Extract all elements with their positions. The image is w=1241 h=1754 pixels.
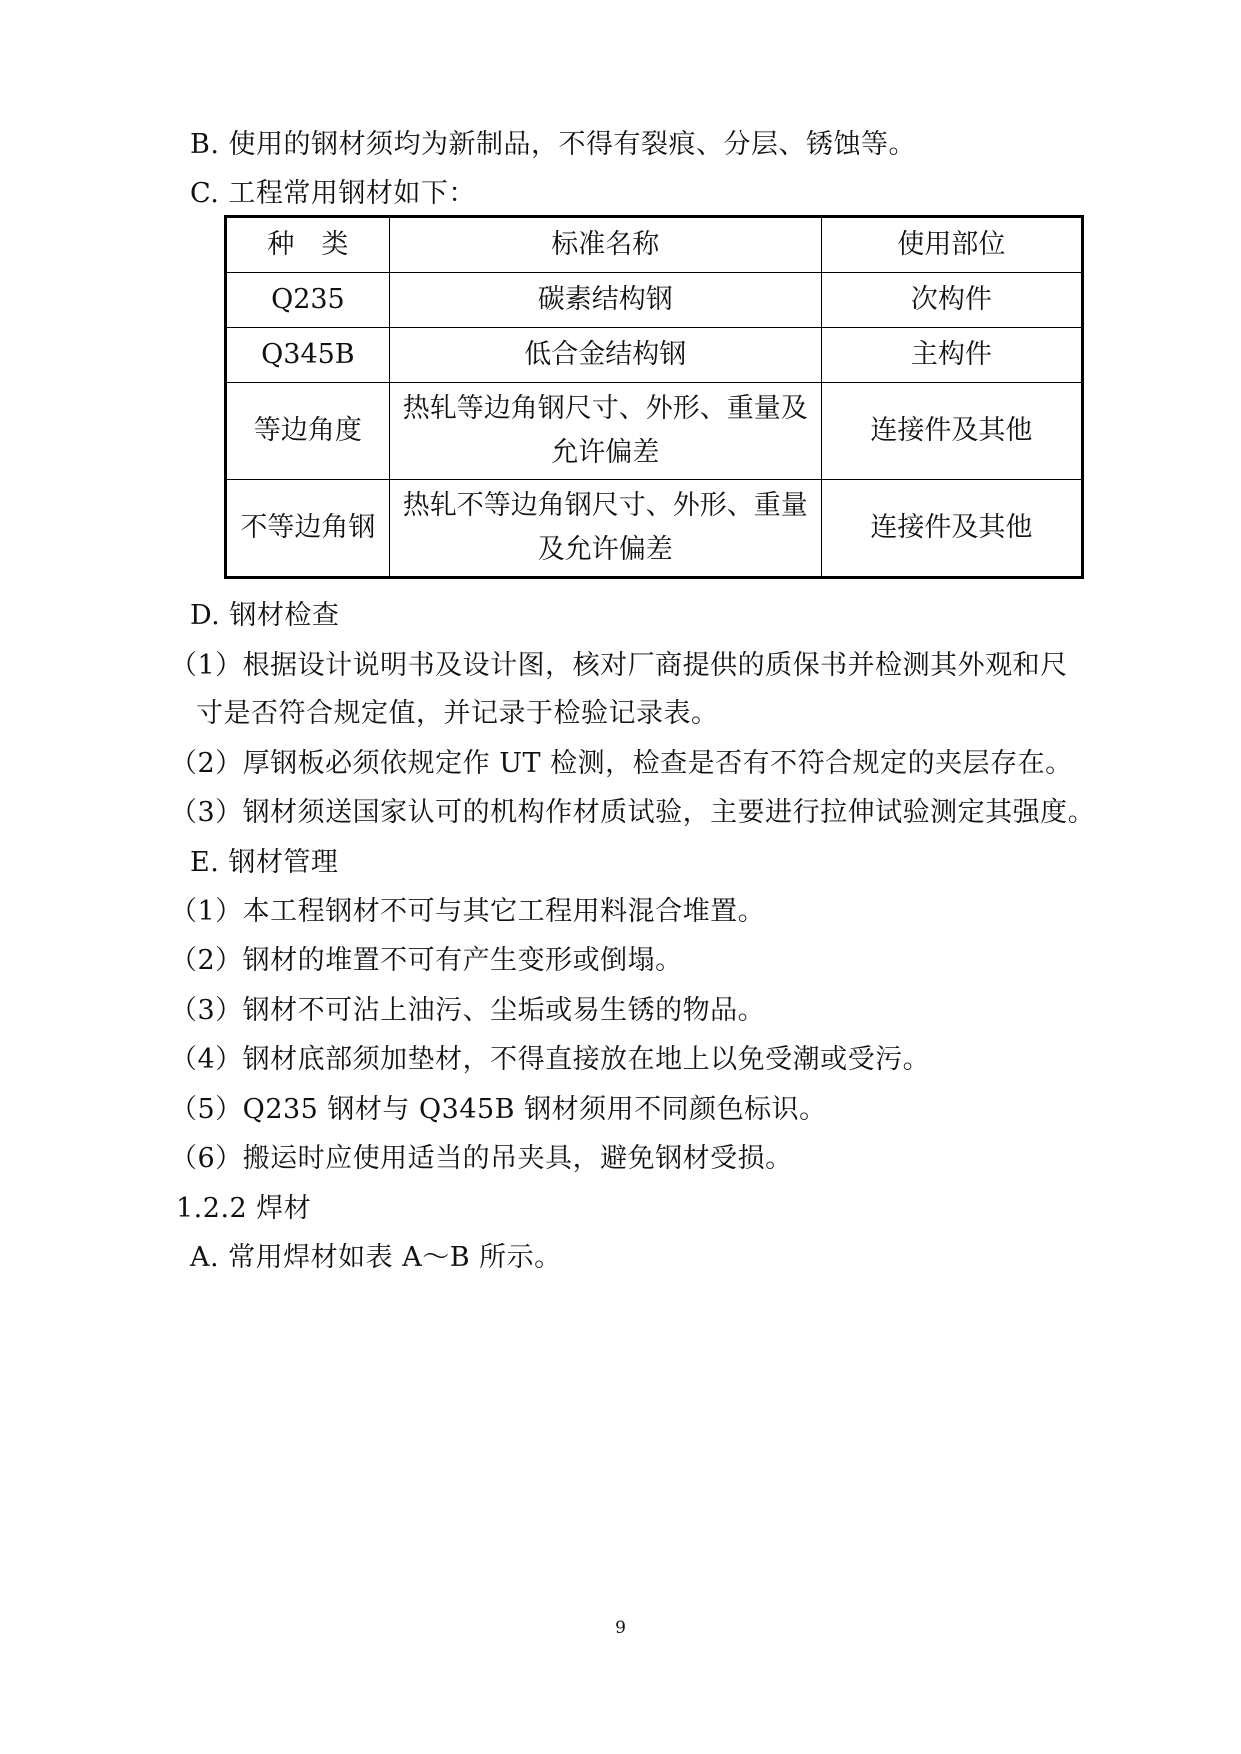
table-cell: 低合金结构钢 <box>389 328 821 383</box>
paragraph-e1: （1）本工程钢材不可与其它工程用料混合堆置。 <box>170 896 766 927</box>
table-cell: 热轧不等边角钢尺寸、外形、重量及允许偏差 <box>389 480 821 578</box>
table-cell: 连接件及其他 <box>821 480 1082 578</box>
table-cell: 热轧等边角钢尺寸、外形、重量及允许偏差 <box>389 383 821 480</box>
paragraph-e2: （2）钢材的堆置不可有产生变形或倒塌。 <box>170 945 683 976</box>
paragraph-c: C. 工程常用钢材如下： <box>190 178 476 209</box>
paragraph-e6: （6）搬运时应使用适当的吊夹具，避免钢材受损。 <box>170 1143 793 1174</box>
paragraph-d3: （3）钢材须送国家认可的机构作材质试验，主要进行拉伸试验测定其强度。 <box>170 797 1096 828</box>
header-cell-usage: 使用部位 <box>821 217 1082 273</box>
table-cell: 连接件及其他 <box>821 383 1082 480</box>
page-number: 9 <box>615 1618 626 1638</box>
table-row <box>226 383 1083 480</box>
paragraph-b: B. 使用的钢材须均为新制品，不得有裂痕、分层、锈蚀等。 <box>190 129 917 160</box>
table-header-row <box>226 217 1083 273</box>
paragraph-d2: （2）厚钢板必须依规定作 UT 检测，检查是否有不符合规定的夹层存在。 <box>170 748 1073 779</box>
table-cell: 碳素结构钢 <box>389 273 821 328</box>
section-heading-1-2-2: 1.2.2 焊材 <box>176 1193 312 1224</box>
table-cell: 不等边角钢 <box>226 480 390 578</box>
header-cell-type: 种 类 <box>226 217 390 273</box>
table-cell: 次构件 <box>821 273 1082 328</box>
heading-d: D. 钢材检查 <box>190 600 340 631</box>
table-row <box>226 273 1083 328</box>
header-cell-standard-name: 标准名称 <box>389 217 821 273</box>
table-cell: Q235 <box>226 273 390 328</box>
table-row <box>226 328 1083 383</box>
table-row <box>226 480 1083 578</box>
steel-table <box>224 215 1084 579</box>
paragraph-d1-line2: 寸是否符合规定值，并记录于检验记录表。 <box>196 698 719 729</box>
table-cell: Q345B <box>226 328 390 383</box>
paragraph-e4: （4）钢材底部须加垫材，不得直接放在地上以免受潮或受污。 <box>170 1044 931 1075</box>
table-cell: 等边角度 <box>226 383 390 480</box>
heading-e: E. 钢材管理 <box>190 847 339 878</box>
paragraph-e5: （5）Q235 钢材与 Q345B 钢材须用不同颜色标识。 <box>170 1094 827 1125</box>
paragraph-d1-line1: （1）根据设计说明书及设计图，核对厂商提供的质保书并检测其外观和尺 <box>170 650 1068 681</box>
table-cell: 主构件 <box>821 328 1082 383</box>
paragraph-e3: （3）钢材不可沾上油污、尘垢或易生锈的物品。 <box>170 995 766 1026</box>
paragraph-a: A. 常用焊材如表 A～B 所示。 <box>190 1242 562 1273</box>
